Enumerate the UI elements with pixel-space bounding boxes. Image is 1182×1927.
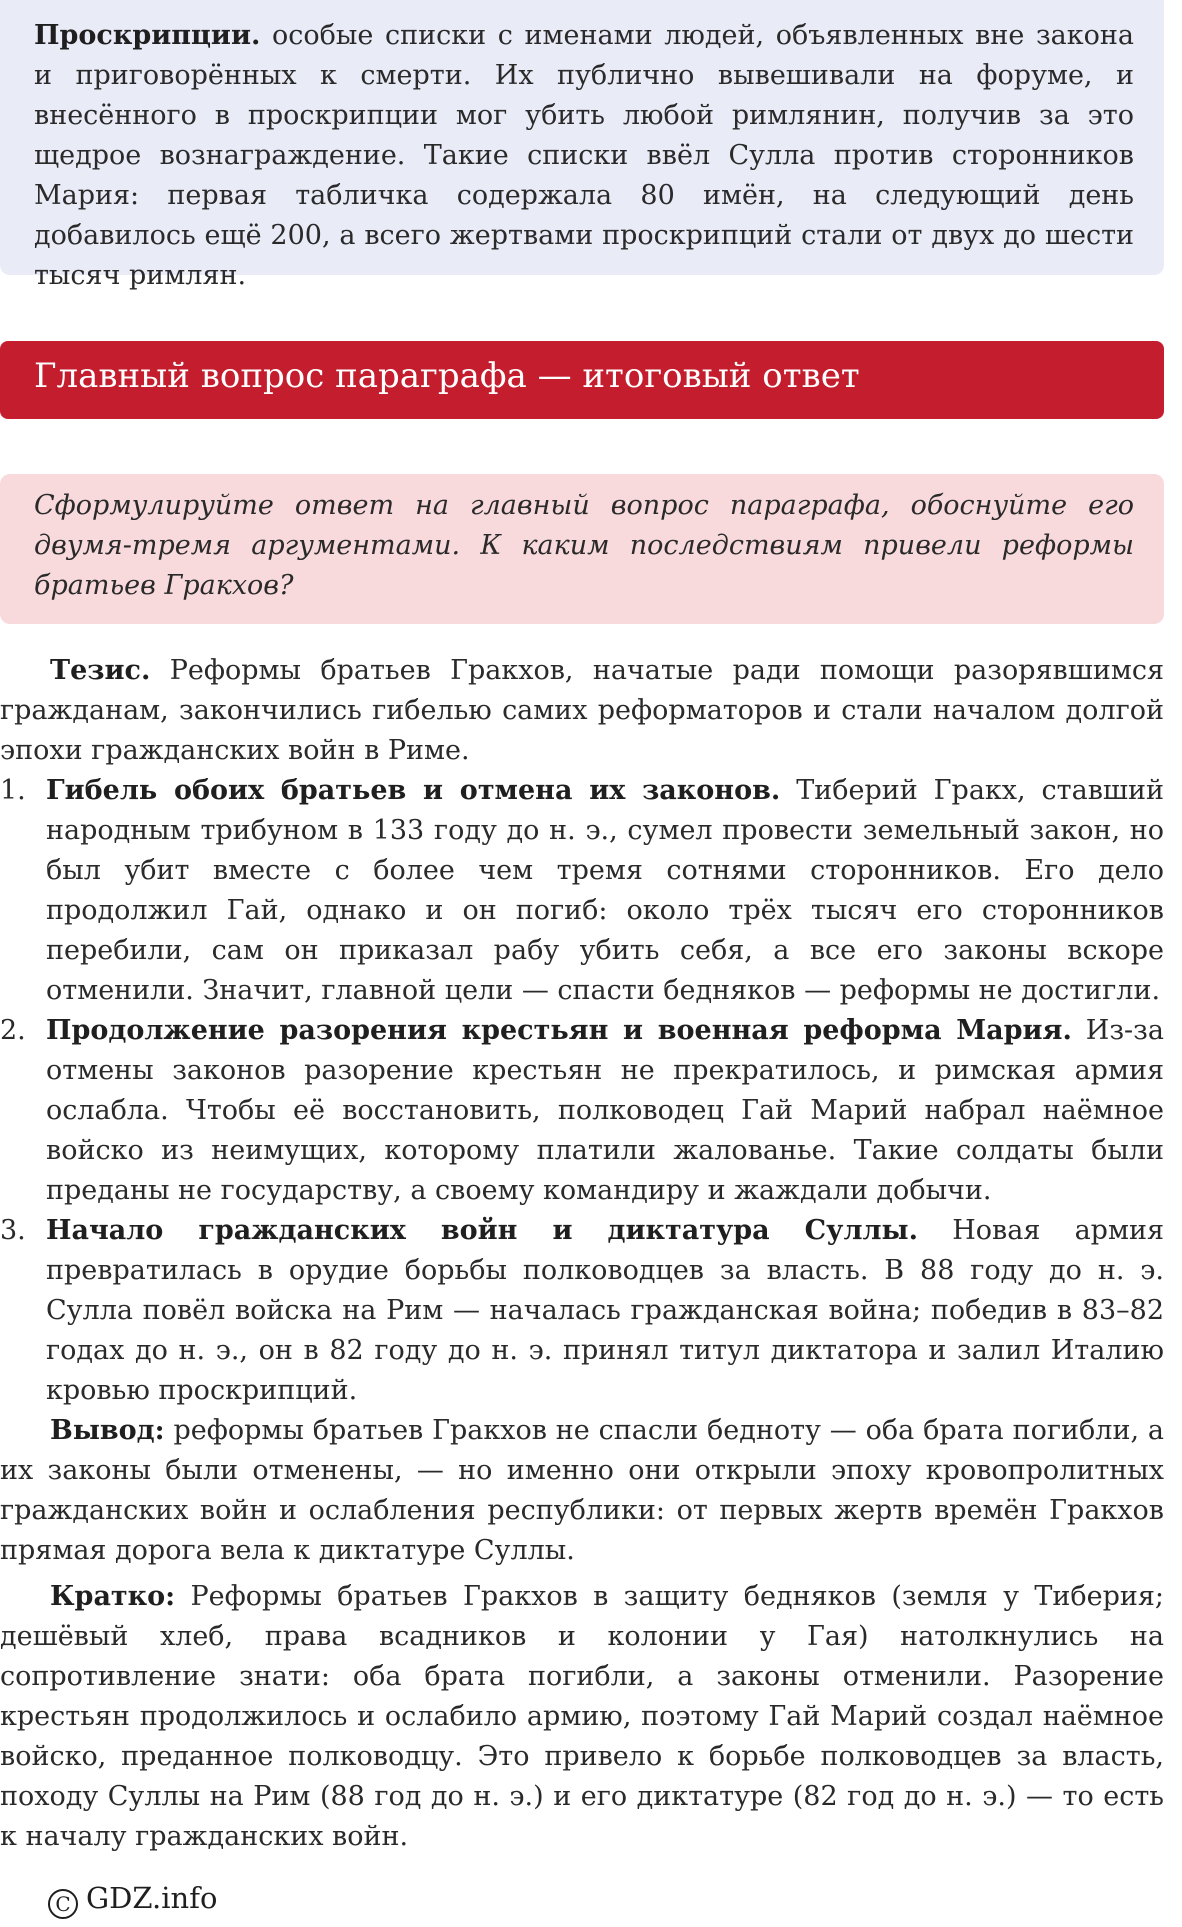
list-item [0,1011,1164,1211]
question-box [0,474,1164,624]
list-item-number: 3. [0,1215,26,1246]
argument-title: Начало гражданских войн и диктатура Суллы. [46,1215,918,1246]
argument-title: Продолжение разорения крестьян и военная реформа Мария. [46,1015,1072,1046]
thesis-paragraph [0,651,1164,771]
thesis-text: Реформы братьев Гракхов, начатые ради помощи разорявшимся гражданам, закончились гибелью самих реформаторов и стали началом долгой эпохи гражданских войн в Риме. [0,655,1164,766]
footer [48,1878,217,1919]
argument-text: Тиберий Гракх, ставший народным трибуном в 133 году до н. э., сумел провести земельный закон, но был убит вместе с более чем тремя сотнями сторонников. Его дело продолжил Гай, однако и он погиб: около трёх тысяч его сторонников перебили, сам он приказал рабу убить себя, а все его законы вскоре отменили. Значит, главной цели — спасти бедняков — реформы не достигли. [46,775,1164,1006]
summary-label: Кратко: [50,1581,176,1612]
argument-text: Новая армия превратилась в орудие борьбы полководцев за власть. В 88 году до н. э. Сулла повёл войска на Рим — началась гражданская война; победив в 83–82 годах до н. э., он в 82 году до н. э. принял титул диктатора и залил Италию кровью проскрипций. [46,1215,1164,1406]
footer-site[interactable]: GDZ.info [86,1881,218,1915]
thesis-label: Тезис. [50,655,151,686]
summary-paragraph [0,1577,1164,1857]
conclusion-paragraph [0,1411,1164,1571]
list-item [0,1211,1164,1411]
argument-title: Гибель обоих братьев и отмена их законов. [46,775,781,806]
copyright-icon: C [48,1889,78,1919]
conclusion-text: реформы братьев Гракхов не спасли бедноту — оба брата погибли, а их законы были отменены, — но именно они открыли эпоху кровопролитных гражданских войн и ослабления республики: от первых жертв времён Гракхов прямая дорога вела к диктатуре Суллы. [0,1415,1164,1566]
summary-text: Реформы братьев Гракхов в защиту бедняков (земля у Тиберия; дешёвый хлеб, права всадников и колонии у Гая) натолкнулись на сопротивление знати: оба брата погибли, а законы отменили. Разорение крестьян продолжилось и ослабило армию, поэтому Гай Марий создал наёмное войско, преданное полководцу. Это привело к борьбе полководцев за власть, походу Суллы на Рим (88 год до н. э.) и его диктатуре (82 год до н. э.) — то есть к началу гражданских войн. [0,1581,1164,1852]
question-text: Сформулируйте ответ на главный вопрос параграфа, обоснуйте его двумя-тремя аргументами. К каким последствиям привели реформы братьев Гракхов? [34,490,1134,601]
section-header [0,341,1164,419]
argument-text: Из-за отмены законов разорение крестьян не прекратилось, и римская армия ослабла. Чтобы её восстановить, полководец Гай Марий набрал наёмное войско из неимущих, которому платили жалованье. Такие солдаты были преданы не государству, а своему командиру и жаждали добычи. [46,1015,1164,1206]
conclusion-label: Вывод: [50,1415,165,1446]
answer-body [0,651,1164,1857]
definition-term: Проскрипции. [34,20,261,51]
definition-text: особые списки с именами людей, объявленных вне закона и приговорённых к смерти. Их публично вывешивали на форуме, и внесённого в проскрипции мог убить любой римлянин, получив за это щедрое вознаграждение. Такие списки ввёл Сулла против сторонников Мария: первая табличка содержала 80 имён, на следующий день добавилось ещё 200, а всего жертвами проскрипций стали от двух до шести тысяч римлян. [34,20,1135,291]
list-item [0,771,1164,1011]
section-title: Главный вопрос параграфа — итоговый ответ [34,356,860,396]
list-item-number: 2. [0,1015,26,1046]
list-item-number: 1. [0,775,26,806]
definition-box [0,0,1164,291]
arguments-list [0,771,1164,1411]
